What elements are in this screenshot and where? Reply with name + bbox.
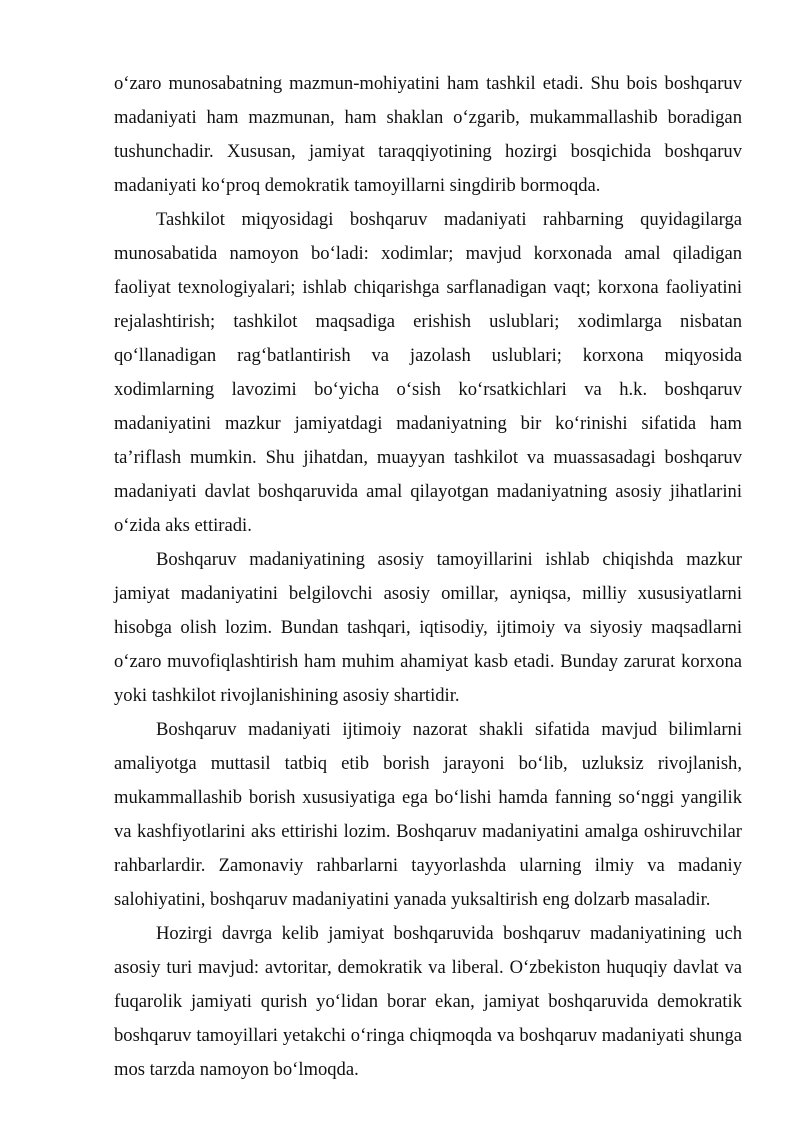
paragraph-organization-culture: Tashkilot miqyosidagi boshqaruv madaniyati rahbarning quyidagilarga munosabatida namoyon bo‘ladi: xodimlar; mavjud korxonada amal qiladigan faoliyat texnologiyalari; ishlab chiqarishga sarflanadigan vaqt; korxona faoliyatini rejalashtirish; tashkilot maqsadiga erishish uslublari; xodimlarga nisbatan qo‘llanadigan rag‘batlantirish va jazolash uslublari; korxona miqyosida xodimlarning lavozimi bo‘yicha o‘sish ko‘rsatkichlari va h.k. boshqaruv madaniyatini mazkur jamiyatdagi madaniyatning bir ko‘rinishi sifatida ham ta’riflash mumkin. Shu jihatdan, muayyan tashkilot va muassasadagi boshqaruv madaniyati davlat boshqaruvida amal qilayotgan madaniyatning asosiy jihatlarini o‘zida aks ettiradi.	[114, 209, 742, 536]
paragraph-continuation: o‘zaro munosabatning mazmun-mohiyatini ham tashkil etadi. Shu bois boshqaruv madaniyati ham mazmunan, ham shaklan o‘zgarib, mukammallashib boradigan tushunchadir. Xususan, jamiyat taraqqiyotining hozirgi bosqichida boshqaruv madaniyati ko‘proq demokratik tamoyillarni singdirib bormoqda.	[114, 73, 742, 196]
document-page	[114, 67, 742, 1087]
paragraph-types: Hozirgi davrga kelib jamiyat boshqaruvida boshqaruv madaniyatining uch asosiy turi mavjud: avtoritar, demokratik va liberal. O‘zbekiston huquqiy davlat va fuqarolik jamiyati qurish yo‘lidan borar ekan, jamiyat boshqaruvida demokratik boshqaruv tamoyillari yetakchi o‘ringa chiqmoqda va boshqaruv madaniyati shunga mos tarzda namoyon bo‘lmoqda.	[114, 923, 742, 1080]
paragraph-principles: Boshqaruv madaniyatining asosiy tamoyillarini ishlab chiqishda mazkur jamiyat madaniyatini belgilovchi asosiy omillar, ayniqsa, milliy xususiyatlarni hisobga olish lozim. Bundan tashqari, iqtisodiy, ijtimoiy va siyosiy maqsadlarni o‘zaro muvofiqlashtirish ham muhim ahamiyat kasb etadi. Bunday zarurat korxona yoki tashkilot rivojlanishining asosiy shartidir.	[114, 549, 742, 706]
paragraph-social-control: Boshqaruv madaniyati ijtimoiy nazorat shakli sifatida mavjud bilimlarni amaliyotga muttasil tatbiq etib borish jarayoni bo‘lib, uzluksiz rivojlanish, mukammallashib borish xususiyatiga ega bo‘lishi hamda fanning so‘nggi yangilik va kashfiyotlarini aks ettirishi lozim. Boshqaruv madaniyatini amalga oshiruvchilar rahbarlardir. Zamonaviy rahbarlarni tayyorlashda ularning ilmiy va madaniy salohiyatini, boshqaruv madaniyatini yanada yuksaltirish eng dolzarb masaladir.	[114, 719, 742, 910]
